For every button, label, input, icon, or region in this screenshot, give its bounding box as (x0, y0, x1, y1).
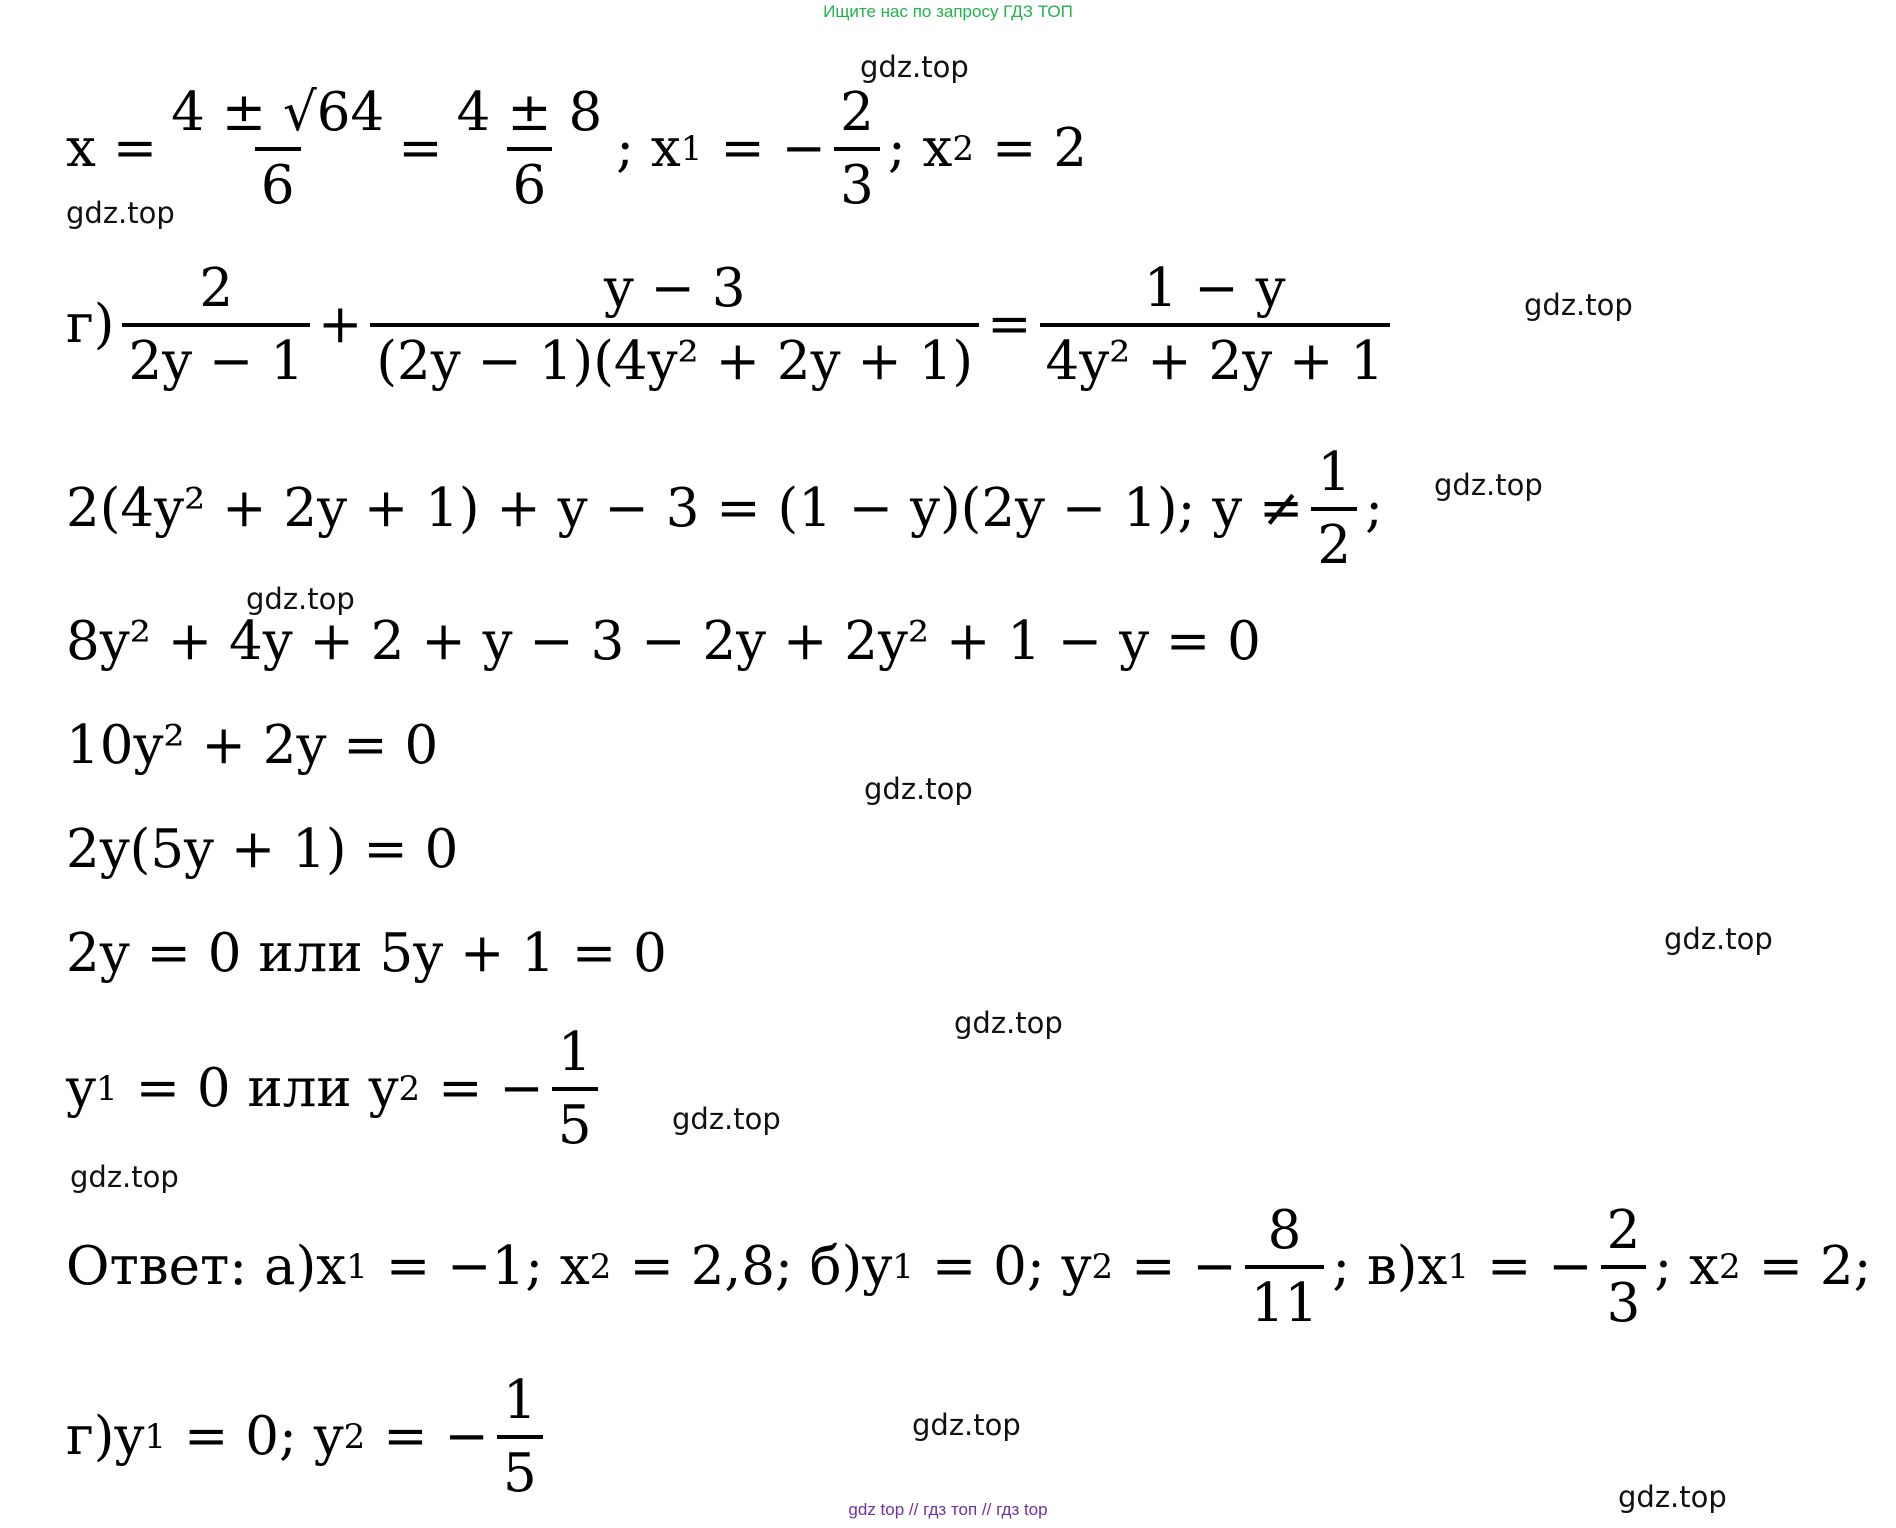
denominator: 3 (1601, 1265, 1647, 1330)
denominator: 5 (497, 1435, 543, 1500)
x-equals: x = (66, 118, 158, 179)
equals-sign: = (987, 294, 1032, 355)
subscript: 2 (398, 1069, 421, 1109)
denominator: 5 (552, 1087, 598, 1152)
denominator: 2 (1311, 507, 1357, 572)
numerator: y − 3 (603, 258, 746, 319)
semicolon: ; (1365, 478, 1383, 539)
fraction (165, 82, 390, 216)
watermark: gdz.top (860, 50, 969, 84)
watermark: gdz.top (864, 772, 973, 806)
fraction (370, 258, 979, 392)
subscript: 2 (1719, 1247, 1741, 1287)
subscript: 2 (1091, 1247, 1114, 1287)
numerator: 2 (840, 82, 874, 143)
watermark: gdz.top (1524, 288, 1633, 322)
equals-minus: = − (438, 1058, 544, 1119)
answer-label: Ответ: а)x (66, 1236, 347, 1297)
equals-sign: = (398, 118, 443, 179)
watermark: gdz.top (246, 582, 355, 616)
subscript: 2 (589, 1247, 612, 1287)
denominator: 6 (507, 147, 553, 212)
equation-text: = 2,8; б)y (629, 1236, 893, 1297)
fraction (1245, 1200, 1324, 1334)
equation-text: ; в)x (1332, 1236, 1448, 1297)
equation-line-7: 2y = 0 или 5y + 1 = 0 (66, 923, 667, 984)
denominator: (2y − 1)(4y² + 2y + 1) (370, 323, 979, 388)
equals-minus: = − (383, 1406, 489, 1467)
watermark: gdz.top (954, 1006, 1063, 1040)
fraction (552, 1022, 598, 1156)
numerator: 8 (1267, 1200, 1302, 1261)
subscript: 2 (343, 1417, 366, 1457)
fraction (1311, 442, 1357, 576)
watermark: gdz.top (1434, 468, 1543, 502)
equation-line-5: 10y² + 2y = 0 (66, 715, 439, 776)
item-label: г) (66, 294, 115, 355)
equation-text: = −1; x (385, 1236, 590, 1297)
equation-text: = 0; y (184, 1406, 344, 1467)
equation-text: = 0; y (931, 1236, 1092, 1297)
header-search-link[interactable]: Ищите нас по запросу ГДЗ ТОП (823, 2, 1073, 21)
item-label: г)y (66, 1406, 145, 1467)
equals-minus: = − (1487, 1236, 1593, 1297)
numerator: 4 ± √64 (171, 82, 385, 143)
root-label: ; x (616, 118, 681, 179)
root-value: = 2 (992, 118, 1088, 179)
numerator: 4 ± 8 (456, 82, 603, 143)
watermark: gdz.top (1618, 1480, 1727, 1514)
equals-minus: = − (720, 118, 827, 179)
numerator: 1 (557, 1022, 592, 1083)
numerator: 1 (1317, 442, 1352, 503)
subscript: 2 (952, 129, 975, 169)
subscript: 1 (1447, 1247, 1469, 1287)
numerator: 1 − y (1143, 258, 1286, 319)
equation-line-2 (66, 258, 1398, 392)
root-label: ; x (887, 118, 953, 179)
subscript: 1 (144, 1417, 167, 1457)
numerator: 1 (502, 1370, 537, 1431)
fraction (497, 1370, 543, 1504)
equation-text: ; x (1654, 1236, 1719, 1297)
denominator: 3 (834, 147, 880, 212)
subscript: 1 (680, 129, 703, 169)
watermark: gdz.top (1664, 922, 1773, 956)
watermark: gdz.top (672, 1102, 781, 1136)
fraction (451, 82, 609, 216)
watermark: gdz.top (70, 1160, 179, 1194)
equation-text: = 2; (1758, 1236, 1872, 1297)
answer-line-2 (66, 1370, 551, 1504)
answer-line (66, 1200, 1872, 1334)
equation-line-6: 2y(5y + 1) = 0 (66, 819, 459, 880)
denominator: 11 (1245, 1265, 1324, 1330)
fraction (1601, 1200, 1647, 1334)
fraction (834, 82, 880, 216)
equation-line-8 (66, 1022, 606, 1156)
watermark: gdz.top (66, 196, 175, 230)
numerator: 2 (1606, 1200, 1641, 1261)
variable: y (66, 1058, 96, 1119)
equation-line-4: 8y² + 4y + 2 + y − 3 − 2y + 2y² + 1 − y = 0 (66, 611, 1261, 672)
fraction (1040, 258, 1391, 392)
footer-link[interactable]: gdz top // гдз топ // гдз top (848, 1500, 1048, 1519)
denominator: 6 (255, 147, 301, 212)
denominator: 4y² + 2y + 1 (1040, 323, 1391, 388)
subscript: 1 (95, 1069, 118, 1109)
fraction (122, 258, 310, 392)
equals-minus: = − (1131, 1236, 1237, 1297)
equation-text: 2(4y² + 2y + 1) + y − 3 = (1 − y)(2y − 1); y ≠ (66, 478, 1304, 539)
subscript: 1 (346, 1247, 368, 1287)
subscript: 1 (892, 1247, 914, 1287)
numerator: 2 (199, 258, 234, 319)
equation-text: = 0 или y (135, 1058, 399, 1119)
denominator: 2y − 1 (122, 323, 310, 388)
plus-sign: + (317, 294, 363, 355)
watermark: gdz.top (912, 1408, 1021, 1442)
equation-line-3 (66, 442, 1383, 576)
